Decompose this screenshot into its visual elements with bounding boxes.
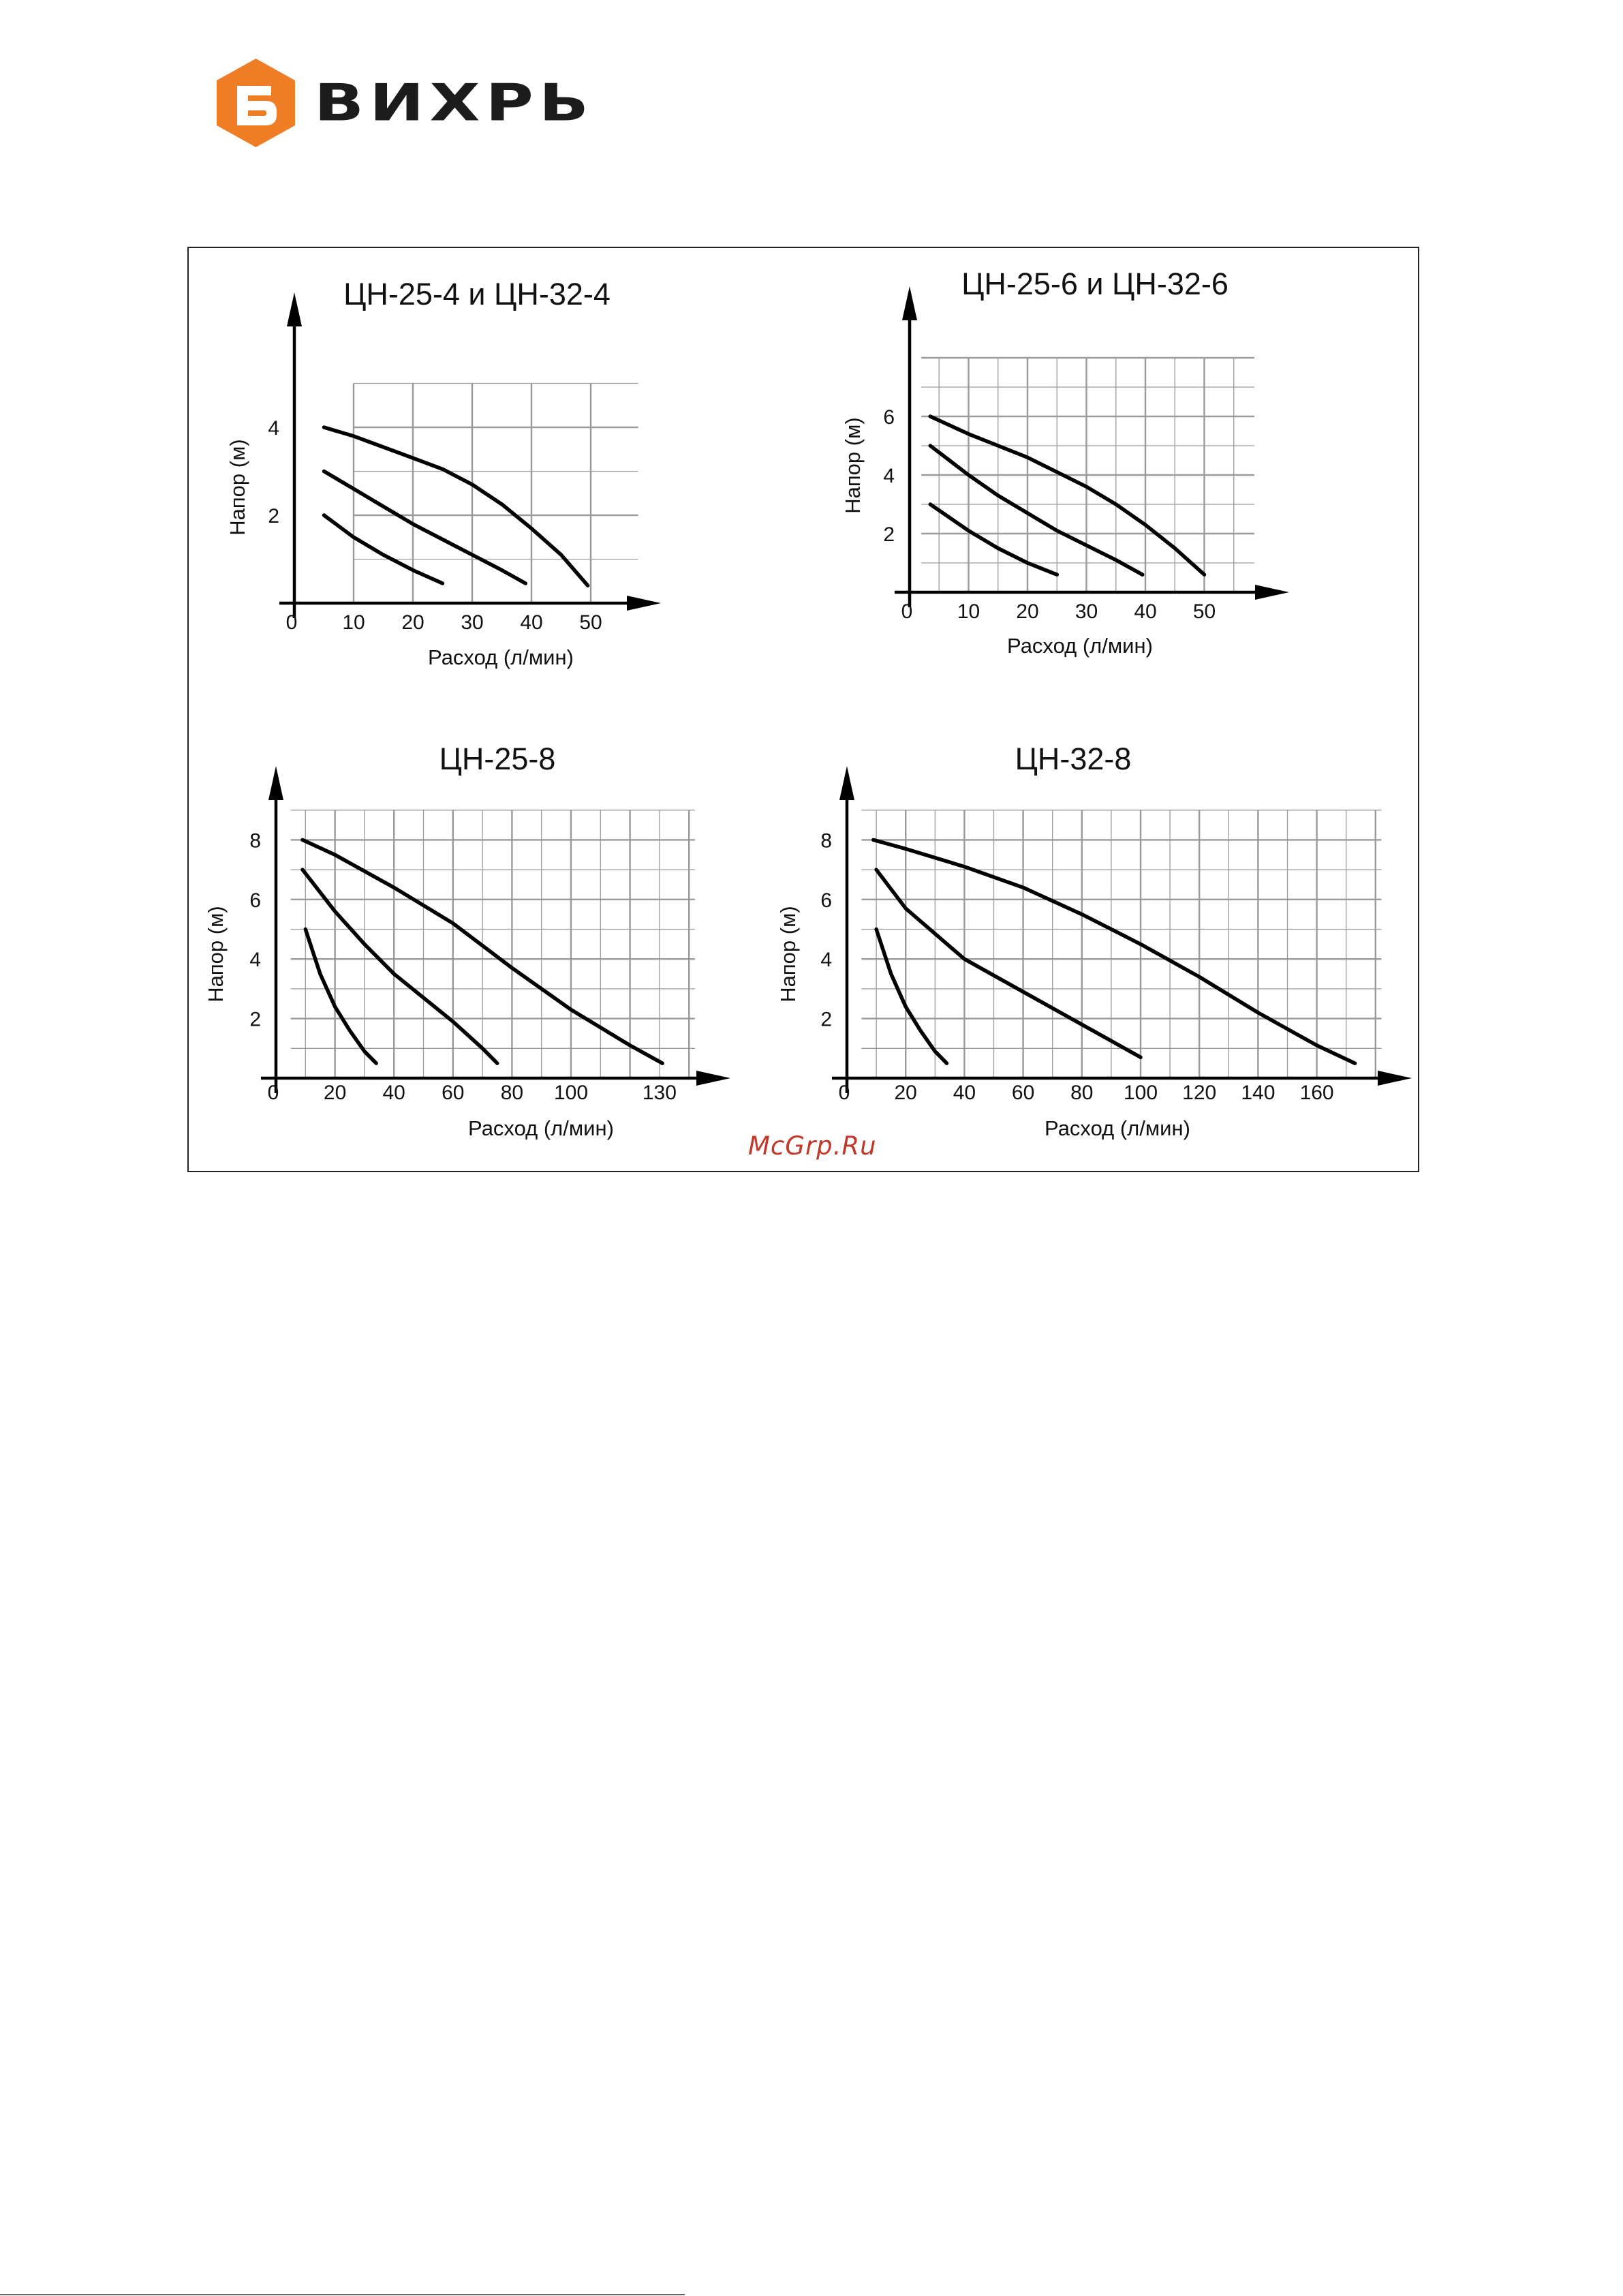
chart-3: [204, 741, 730, 1140]
charts-frame: [187, 247, 1419, 1172]
y-tick-label: 6: [820, 889, 832, 912]
x-tick-label: 30: [461, 611, 484, 634]
logo-hexagon-icon: [217, 59, 295, 147]
y-tick-label: 8: [820, 829, 832, 853]
x-tick-label: 60: [1011, 1082, 1035, 1104]
x-axis-arrow-icon: [1255, 585, 1289, 600]
chart-title: ЦН-25-8: [439, 741, 556, 776]
x-tick-label: 40: [382, 1082, 405, 1104]
x-tick-label: 20: [323, 1082, 347, 1104]
x-tick-label: 160: [1299, 1082, 1334, 1104]
x-tick-label: 40: [953, 1082, 976, 1104]
x-tick-label: 50: [1192, 600, 1216, 623]
pump-curves-svg: [189, 248, 1417, 1170]
y-tick-label: 4: [820, 949, 832, 972]
y-tick-label: 4: [249, 949, 261, 972]
y-axis-arrow-icon: [902, 286, 917, 320]
y-axis-label: Напор (м): [841, 417, 865, 514]
x-tick-label: 130: [642, 1082, 677, 1104]
x-axis-label: Расход (л/мин): [428, 645, 574, 669]
brand-name: ВИХРЬ: [314, 73, 595, 133]
y-tick-label: 6: [249, 889, 261, 912]
y-tick-label: 4: [268, 417, 279, 440]
chart-2: [841, 266, 1289, 658]
y-axis-arrow-icon: [839, 766, 854, 800]
x-tick-label: 20: [1016, 600, 1039, 623]
chart-1: [226, 277, 661, 669]
x-tick-label: 0: [901, 600, 913, 623]
series-line-3: [874, 840, 1355, 1063]
x-tick-label: 40: [1134, 600, 1157, 623]
x-tick-label: 30: [1075, 600, 1098, 623]
x-tick-label: 80: [1070, 1082, 1094, 1104]
y-tick-label: 2: [820, 1008, 832, 1031]
x-axis-label: Расход (л/мин): [468, 1116, 614, 1140]
x-axis-arrow-icon: [627, 596, 661, 611]
chart-4: [776, 741, 1412, 1140]
x-tick-label: 10: [342, 611, 365, 634]
series-line-2: [930, 446, 1142, 575]
y-axis-arrow-icon: [287, 292, 302, 326]
chart-title: ЦН-25-4 и ЦН-32-4: [343, 277, 610, 311]
chart-title: ЦН-25-6 и ЦН-32-6: [961, 266, 1228, 301]
x-tick-label: 60: [442, 1082, 465, 1104]
x-tick-label: 120: [1182, 1082, 1217, 1104]
x-tick-label: 80: [500, 1082, 524, 1104]
x-tick-label: 0: [285, 611, 298, 634]
x-tick-label: 20: [894, 1082, 917, 1104]
series-line-1: [930, 504, 1057, 575]
x-tick-label: 20: [401, 611, 424, 634]
chart-title: ЦН-32-8: [1015, 741, 1132, 776]
x-tick-label: 0: [267, 1082, 279, 1104]
x-axis-arrow-icon: [696, 1071, 730, 1086]
y-tick-label: 4: [883, 465, 895, 487]
y-tick-label: 6: [883, 406, 895, 429]
x-tick-label: 40: [520, 611, 543, 634]
y-axis-arrow-icon: [268, 766, 283, 800]
watermark: McGrp.Ru: [748, 1131, 877, 1161]
x-axis-arrow-icon: [1378, 1071, 1412, 1086]
series-line-1: [876, 930, 946, 1064]
series-line-1: [324, 515, 443, 583]
y-axis-label: Напор (м): [226, 439, 249, 536]
x-tick-label: 0: [838, 1082, 850, 1104]
x-axis-label: Расход (л/мин): [1007, 634, 1153, 658]
y-tick-label: 2: [249, 1008, 261, 1031]
brand-logo: [217, 59, 594, 147]
x-tick-label: 100: [1123, 1082, 1158, 1104]
y-tick-label: 2: [268, 505, 279, 527]
footer-divider: [0, 2294, 685, 2295]
series-line-2: [876, 870, 1141, 1057]
y-tick-label: 8: [249, 829, 261, 853]
x-tick-label: 100: [553, 1082, 589, 1104]
x-tick-label: 50: [579, 611, 602, 634]
y-tick-label: 2: [883, 523, 895, 546]
y-axis-label: Напор (м): [776, 906, 800, 1002]
series-line-1: [305, 930, 376, 1064]
y-axis-label: Напор (м): [204, 906, 228, 1002]
x-tick-label: 10: [957, 600, 980, 623]
x-axis-label: Расход (л/мин): [1045, 1116, 1190, 1140]
series-line-3: [324, 427, 588, 585]
series-line-3: [930, 416, 1204, 575]
x-tick-label: 140: [1241, 1082, 1276, 1104]
